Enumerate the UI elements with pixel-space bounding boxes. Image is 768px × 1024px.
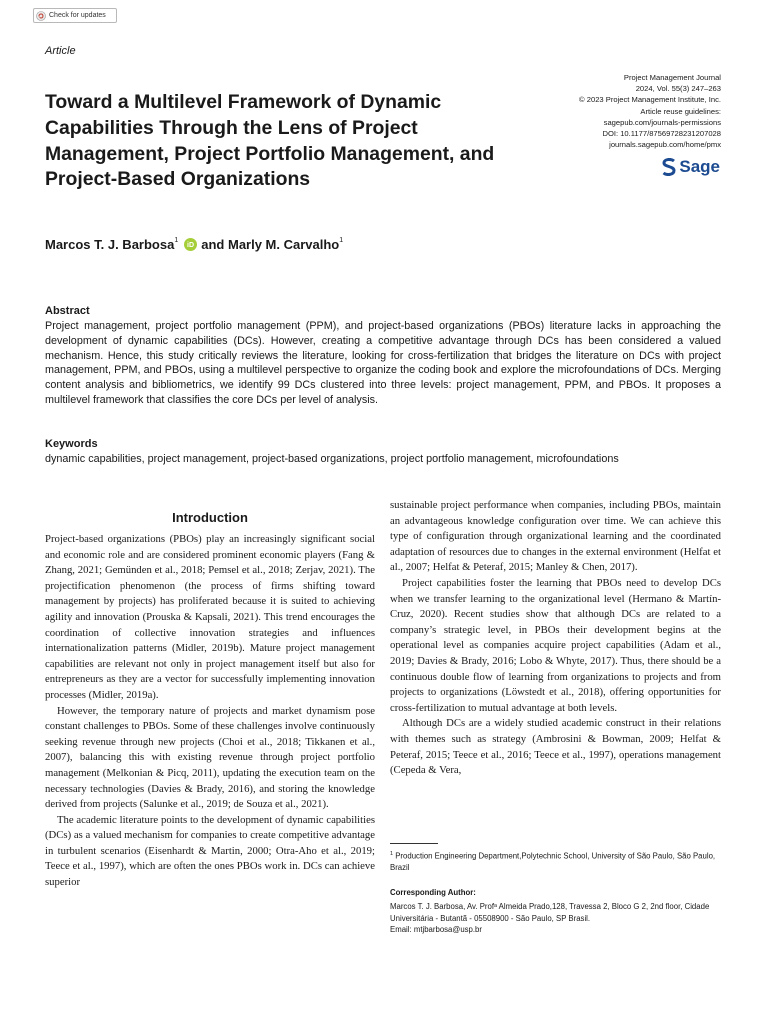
paper-title: Toward a Multilevel Framework of Dynamic Capabilities Through the Lens of Project Management, Project Portfolio Management, and Project-Based Organizations <box>45 91 495 191</box>
corresponding-details <box>390 901 725 936</box>
corresponding-address: Marcos T. J. Barbosa, Av. Profᵃ Almeida Prado,128, Travessa 2, Bloco G 2, 2nd floor, Cidade Universitária - Butantã - 05508900 - São Paulo, SP Brasil. <box>390 902 710 923</box>
corresponding-heading: Corresponding Author: <box>390 888 476 897</box>
doi[interactable]: DOI: 10.1177/87569728231207028 <box>602 129 721 139</box>
journal-home-link[interactable]: journals.sagepub.com/home/pmx <box>609 140 721 150</box>
body-paragraph: Project-based organizations (PBOs) play an increasingly significant social and economic role and are considered prominent economic players (Fang & Zhang, 2021; Gemünden et al., 2018; Pemsel et al., 2018; Zerjav, 2021). The projectification phenomenon (the process of firms shifting toward management by projects) has proliferated because it is suited to achieving agility and innovation (Prouska & Kapsali, 2021). This trend encourages the coordination of collective innovation strategies and influences internationalization patterns (Midler, 2019b). Mature project management capabilities are relevant not only in project management itself but also for entrepreneurs as they are a vector for successfully implementing innovation processes (Midler, 2019a). <box>45 533 375 701</box>
keywords-heading: Keywords <box>45 438 98 450</box>
body-paragraph: sustainable project performance when companies, including PBOs, maintain an advantageous knowledge configuration over time. We can achieve this type of configuration through organizational learning and the coordinated adaptation of resources due to changes in the external environment (Helfat et al., 2007; Helfat & Peteraf, 2015; Manley & Chen, 2017). <box>390 499 721 574</box>
check-for-updates-badge[interactable] <box>33 8 117 23</box>
corresponding-email[interactable]: Email: mtjbarbosa@usp.br <box>390 925 482 935</box>
svg-text:iD: iD <box>187 242 195 250</box>
body-paragraph: Although DCs are a widely studied academic construct in their relations with themes such as strategy (Ambrosini & Bowman, 2009; Helfat & Peteraf, 2015; Teece et al., 2016; Teece et al., 1997), operations management (Cepeda & Vera, <box>390 717 721 777</box>
article-type: Article <box>45 45 76 57</box>
journal-meta <box>545 72 721 150</box>
introduction-heading: Introduction <box>172 510 248 525</box>
author-2: Marly M. Carvalho <box>227 237 340 252</box>
copyright: © 2023 Project Management Institute, Inc. <box>579 95 721 105</box>
author-connector: and <box>201 237 225 252</box>
badge-label: Check for updates <box>49 12 106 19</box>
permissions-link[interactable]: sagepub.com/journals-permissions <box>603 117 721 127</box>
body-paragraph: However, the temporary nature of projects and market dynamism pose constant challenges to PBOs. Some of these challenges involve continuously seeking revenue through new projects (Choi et al., 2018; Tikkanen et al., 2007), balancing this with existing revenue through project portfolio management (Melkonian & Picq, 2011), updating the execution team on the necessary technologies (Davies & Brady, 2016), and storing the knowledge derived from projects (Salunke et al., 2019; de Souza et al., 2021). <box>45 704 375 811</box>
publisher-logo <box>662 157 720 177</box>
refresh-icon <box>36 11 46 21</box>
journal-volume: 2024, Vol. 55(3) 247–263 <box>635 84 721 94</box>
right-column <box>390 498 721 779</box>
footnote-text: Production Engineering Department,Polytechnic School, University of São Paulo, São Paulo, Brazil <box>390 851 716 873</box>
reuse-label: Article reuse guidelines: <box>640 106 721 116</box>
orcid-icon[interactable] <box>184 238 197 251</box>
footnote-marker: 1 <box>390 851 394 857</box>
author-1-affil: 1 <box>174 237 179 244</box>
keywords-text: dynamic capabilities, project management, project-based organizations, project portfolio management, microfoundations <box>45 453 619 465</box>
author-1: Marcos T. J. Barbosa <box>45 237 175 252</box>
sage-s-icon <box>662 158 676 176</box>
author-line <box>45 237 343 252</box>
publisher-name: Sage <box>679 157 720 176</box>
abstract-text: Project management, project portfolio management (PPM), and project-based organizations (PBOs) literature lacks in approaching the development of dynamic capabilities (DCs). However, creating a competitive advantage through DCs has been considered a valued mechanism. Hence, this study critically reviews the literature, looking for cross-fertilization that bridges the literature on DCs with project management, PPM, and PBOs, using a multilevel perspective to organize the coding book and explore the microfoundations of DCs. Merging content analysis and bibliometrics, we identify 99 DCs clustered into three levels: project management, PPM, and PBOs. It proposes a multilevel framework that classifies the core DCs per level of analysis. <box>45 320 721 406</box>
body-paragraph: Project capabilities foster the learning that PBOs need to develop DCs when we transfer learning to the organizational level (Hermano & Martín-Cruz, 2020). Recent studies show that although DCs are related to a company’s strategic level, in PBOs their development begins at the operational level as companies acquire project capabilities (Adam et al., 2019; Davies & Brady, 2016; Lobo & Whyte, 2017). Thus, there should be a continuous double flow of learning from organizations to projects and from projects to organizations (Löwstedt et al., 2018), offering opportunities for cross-fertilization to mutual advantage at both levels. <box>390 576 721 714</box>
affiliation-footnote <box>390 849 721 874</box>
left-column <box>45 532 375 891</box>
abstract-heading: Abstract <box>45 305 90 317</box>
author-2-affil: 1 <box>339 237 344 244</box>
footnote-divider <box>390 843 438 844</box>
body-paragraph: The academic literature points to the development of dynamic capabilities (DCs) as a valued mechanism for companies to create competitive advantage in turbulent scenarios (Eisenhardt & Martin, 2000; Otra-Aho et al., 2019; Teece et al., 1997), which are often the ones PBOs work in. DCs can achieve superior <box>45 813 375 889</box>
journal-name: Project Management Journal <box>623 73 721 82</box>
